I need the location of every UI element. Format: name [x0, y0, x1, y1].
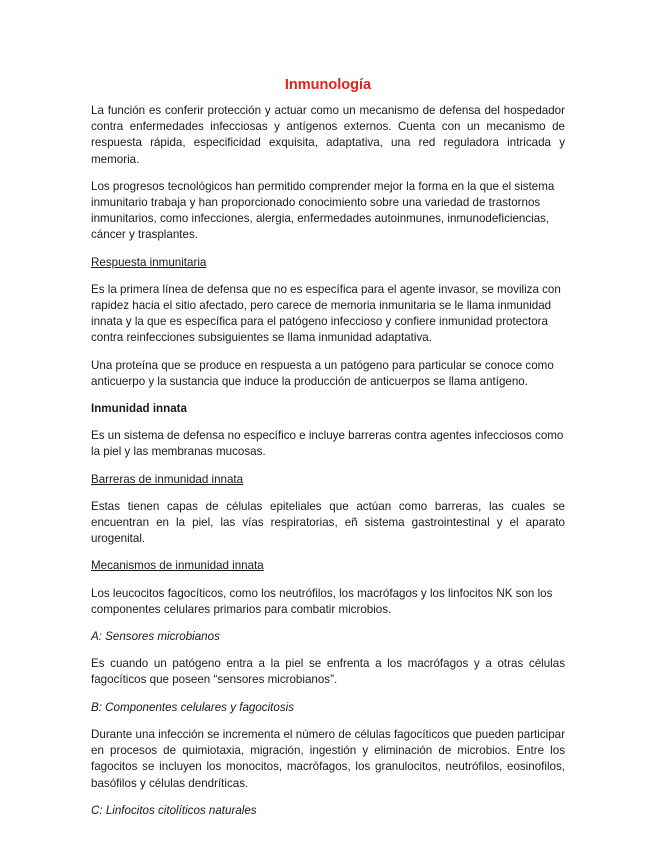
heading-mecanismos: Mecanismos de inmunidad innata	[91, 559, 264, 573]
heading-componentes: B: Componentes celulares y fagocitosis	[91, 700, 294, 714]
page-title: Inmunología	[284, 77, 372, 93]
paragraph-sensores: Es cuando un patógeno entra a la piel se enfrenta a los macrófagos y a otras células fagocíticos que poseen “sensores microbianos”.	[91, 657, 565, 687]
paragraph-leucocitos: Los leucocitos fagocíticos, como los neutrófilos, los macrófagos y los linfocitos NK son los componentes celulares primarios para combatir microbios.	[91, 586, 553, 616]
paragraph-barreras: Estas tienen capas de células epiteliales que actúan como barreras, las cuales se encuentran en la piel, las vías respiratorias, eñ sistema gastrointestinal y el aparato urogenital.	[91, 499, 565, 546]
paragraph-primera-linea: Es la primera línea de defensa que no es específica para el agente invasor, se moviliza con rapidez hacia el sitio afectado, pero carece de memoria inmunitaria se le llama inmunidad innata y la que es específica para el patógeno infeccioso y confiere inmunidad protectora contra reinfecciones subsiguientes se llama inmunidad adaptativa.	[91, 282, 561, 345]
document-content	[91, 76, 565, 830]
paragraph-progress: Los progresos tecnológicos han permitido comprender mejor la forma en la que el sistema inmunitario trabaja y han proporcionado conocimiento sobre una variedad de trastornos inmunitarios, como infecciones, alergia, enfermedades autoinmunes, inmunodeficiencias, cáncer y trasplantes.	[91, 179, 555, 242]
paragraph-anticuerpo: Una proteína que se produce en respuesta a un patógeno para particular se conoce como anticuerpo y la sustancia que induce la producción de anticuerpos se llama antígeno.	[91, 358, 554, 388]
heading-linfocitos: C: Linfocitos citolíticos naturales	[91, 803, 257, 817]
paragraph-fagocitosis: Durante una infección se incrementa el número de células fagocíticos que pueden participar en procesos de quimiotaxia, migración, ingestión y eliminación de microbios. Entre los fagocitos se incluyen los monocitos, macrófagos, los granulocitos, neutrófilos, eosinofilos, basófilos y células dendríticas.	[91, 727, 565, 790]
paragraph-intro: La función es conferir protección y actuar como un mecanismo de defensa del hospedador contra enfermedades infecciosas y antígenos externos. Cuenta con un mecanismo de respuesta rápida, especificidad exquisita, adaptativa, una red reguladora intricada y memoria.	[91, 104, 565, 166]
heading-sensores: A: Sensores microbianos	[91, 630, 220, 644]
heading-inmunidad-innata: Inmunidad innata	[91, 402, 187, 416]
heading-barreras: Barreras de inmunidad innata	[91, 472, 244, 486]
paragraph-sistema-defensa: Es un sistema de defensa no específico e incluye barreras contra agentes infecciosos como la piel y las membranas mucosas.	[91, 429, 564, 459]
heading-respuesta-inmunitaria: Respuesta inmunitaria	[91, 255, 207, 269]
